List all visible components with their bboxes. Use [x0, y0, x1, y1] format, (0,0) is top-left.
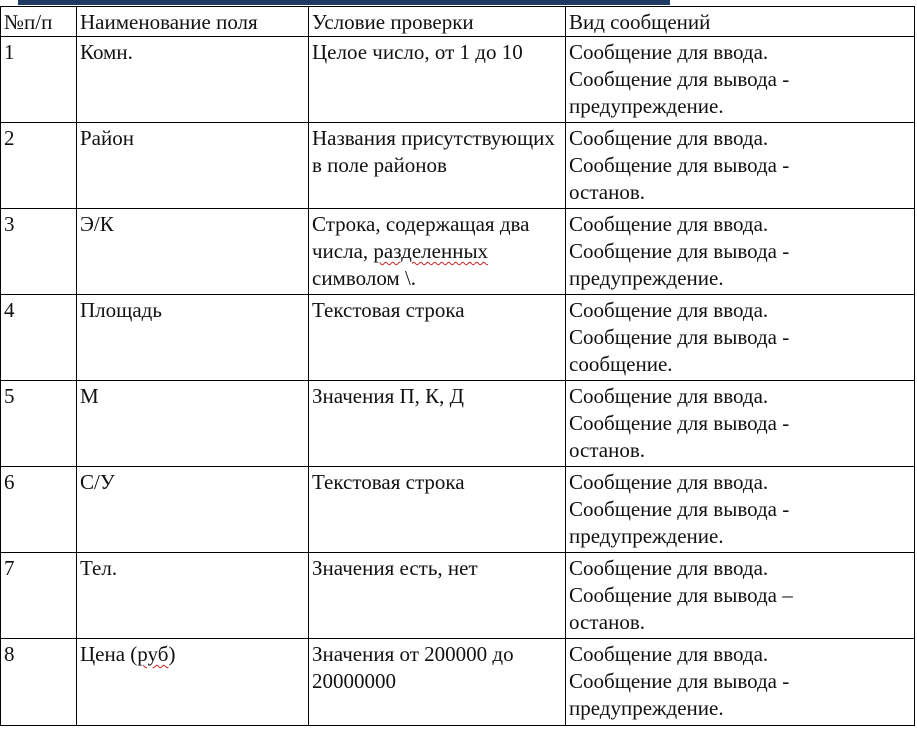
table-row	[1, 209, 915, 295]
field-name-text-end: )	[168, 642, 176, 666]
check-condition: Названия присутствующих в поле районов	[309, 123, 566, 209]
output-message-type: предупреждение.	[569, 696, 724, 720]
output-message-type: останов.	[569, 180, 646, 204]
check-condition: Значения П, К, Д	[309, 381, 566, 467]
message-cell	[566, 639, 915, 726]
output-message-type: предупреждение.	[569, 94, 724, 118]
output-message-type: сообщение.	[569, 352, 673, 376]
output-message-prefix: Сообщение для вывода -	[569, 153, 790, 177]
row-number: 5	[1, 381, 77, 467]
output-message-type: останов.	[569, 610, 646, 634]
field-validation-table	[0, 6, 915, 726]
text-selection-highlight	[18, 0, 670, 5]
field-name: Комн.	[77, 37, 309, 123]
table-row	[1, 37, 915, 123]
message-cell	[566, 381, 915, 467]
field-name: Площадь	[77, 295, 309, 381]
table-row	[1, 295, 915, 381]
header-check-condition: Условие проверки	[309, 7, 566, 37]
field-name: Тел.	[77, 553, 309, 639]
message-cell	[566, 467, 915, 553]
spellcheck-marked-word: разделенных	[373, 239, 489, 263]
condition-text: Строка, содержащая два числа,	[312, 212, 530, 263]
field-name: Район	[77, 123, 309, 209]
output-message-prefix: Сообщение для вывода –	[569, 583, 793, 607]
check-condition: Целое число, от 1 до 10	[309, 37, 566, 123]
row-number: 6	[1, 467, 77, 553]
row-number: 7	[1, 553, 77, 639]
field-name: М	[77, 381, 309, 467]
table-row	[1, 553, 915, 639]
output-message-prefix: Сообщение для вывода -	[569, 239, 790, 263]
message-cell	[566, 37, 915, 123]
field-name-text: Цена (	[80, 642, 138, 666]
field-name	[77, 639, 309, 726]
check-condition: Значения от 200000 до 20000000	[309, 639, 566, 726]
output-message-prefix: Сообщение для вывода -	[569, 411, 790, 435]
output-message-type: останов.	[569, 438, 646, 462]
output-message-type: предупреждение.	[569, 266, 724, 290]
input-message: Сообщение для ввода.	[569, 556, 769, 580]
input-message: Сообщение для ввода.	[569, 212, 769, 236]
output-message-prefix: Сообщение для вывода -	[569, 67, 790, 91]
row-number: 4	[1, 295, 77, 381]
check-condition: Текстовая строка	[309, 467, 566, 553]
header-message-type: Вид сообщений	[566, 7, 915, 37]
input-message: Сообщение для ввода.	[569, 40, 769, 64]
input-message: Сообщение для ввода.	[569, 298, 769, 322]
table-header-row	[1, 7, 915, 37]
header-number: №п/п	[1, 7, 77, 37]
field-name: С/У	[77, 467, 309, 553]
output-message-prefix: Сообщение для вывода -	[569, 669, 790, 693]
check-condition	[309, 209, 566, 295]
message-cell	[566, 553, 915, 639]
row-number: 1	[1, 37, 77, 123]
output-message-prefix: Сообщение для вывода -	[569, 497, 790, 521]
input-message: Сообщение для ввода.	[569, 126, 769, 150]
message-cell	[566, 123, 915, 209]
row-number: 3	[1, 209, 77, 295]
output-message-prefix: Сообщение для вывода -	[569, 325, 790, 349]
row-number: 2	[1, 123, 77, 209]
check-condition: Текстовая строка	[309, 295, 566, 381]
row-number: 8	[1, 639, 77, 726]
spellcheck-marked-word: руб	[137, 642, 169, 666]
message-cell	[566, 209, 915, 295]
field-name: Э/К	[77, 209, 309, 295]
header-field-name: Наименование поля	[77, 7, 309, 37]
condition-text-end: символом \.	[312, 266, 417, 290]
table-row	[1, 639, 915, 726]
table-row	[1, 381, 915, 467]
check-condition: Значения есть, нет	[309, 553, 566, 639]
table-row	[1, 467, 915, 553]
input-message: Сообщение для ввода.	[569, 642, 769, 666]
input-message: Сообщение для ввода.	[569, 384, 769, 408]
message-cell	[566, 295, 915, 381]
output-message-type: предупреждение.	[569, 524, 724, 548]
input-message: Сообщение для ввода.	[569, 470, 769, 494]
table-row	[1, 123, 915, 209]
